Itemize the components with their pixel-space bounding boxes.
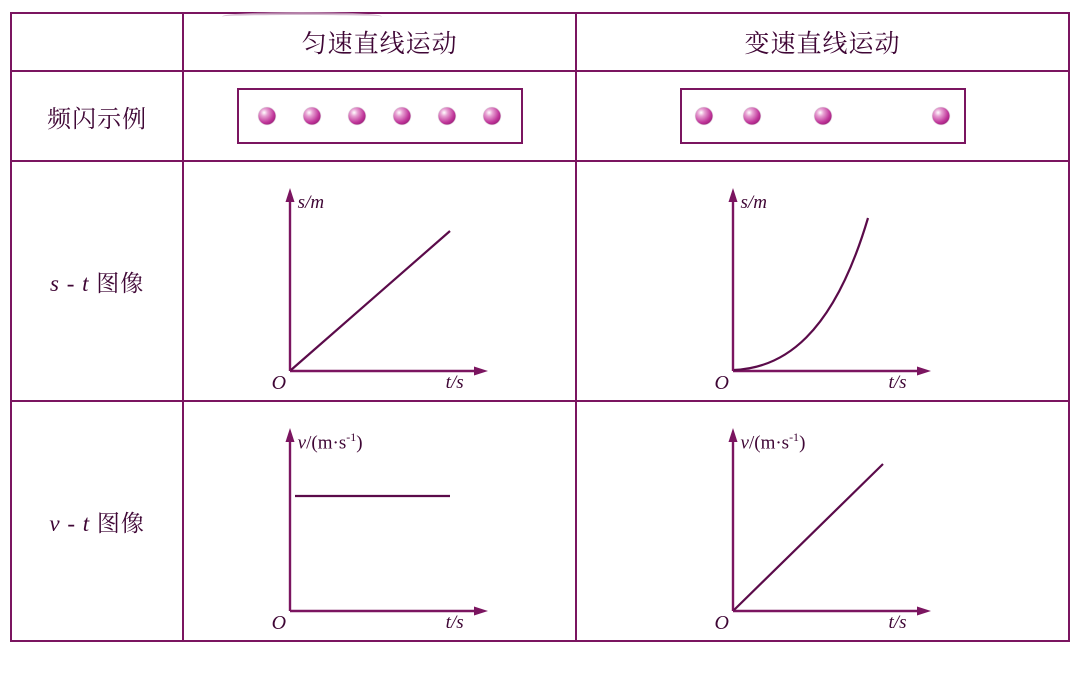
strobe-ball [349, 108, 366, 125]
chart-st-varying [577, 176, 1068, 394]
table-row-vt [11, 401, 1069, 641]
row-label-st-s: s [50, 270, 60, 296]
row-label-st-dash: - [59, 270, 83, 296]
column-header-uniform: 匀速直线运动 [183, 13, 576, 71]
table-row-st [11, 161, 1069, 401]
strobe-box-uniform [237, 88, 523, 144]
chart-cell-st-varying [576, 161, 1069, 401]
table-corner-cell [11, 13, 183, 71]
strobe-ball [744, 108, 761, 125]
strobe-ball [258, 108, 275, 125]
table-header-row [11, 13, 1069, 71]
x-axis-label: t/s [888, 612, 907, 633]
strobe-ball [394, 108, 411, 125]
y-axis-label: $v/(m\cdot s^{-1})$ [740, 430, 806, 454]
y-axis-label: s/m [297, 192, 325, 213]
diagram-page [0, 12, 1080, 684]
origin-label: O [271, 372, 287, 394]
chart-cell-vt-uniform [183, 401, 576, 641]
row-label-st [11, 161, 183, 401]
x-axis-label: t/s [445, 372, 464, 393]
strobe-ball [814, 108, 831, 125]
origin-label: O [714, 612, 729, 634]
top-decoration [222, 12, 382, 21]
x-axis-label: t/s [445, 612, 464, 633]
row-label-st-t: t [82, 270, 90, 296]
strobe-ball [696, 108, 713, 125]
y-axis-label: s/m [740, 192, 767, 213]
chart-vt-varying [577, 416, 1068, 634]
strobe-box-varying [680, 88, 966, 144]
origin-label: O [271, 612, 287, 634]
chart-vt-uniform [184, 416, 575, 634]
column-header-varying: 变速直线运动 [576, 13, 1069, 71]
y-axis-label: $v/(m\cdot s^{-1})$ [297, 430, 363, 454]
strobe-ball [484, 108, 501, 125]
row-label-vt-suffix: 图像 [90, 510, 145, 536]
origin-label: O [714, 372, 729, 394]
row-label-strobe: 频闪示例 [11, 71, 183, 161]
chart-cell-vt-varying [576, 401, 1069, 641]
comparison-table [10, 12, 1070, 642]
row-label-st-suffix: 图像 [89, 270, 145, 296]
row-label-vt-dash: - [60, 510, 83, 536]
strobe-cell-uniform [183, 71, 576, 161]
x-axis-label: t/s [888, 372, 907, 393]
strobe-ball [932, 108, 949, 125]
row-label-vt [11, 401, 183, 641]
chart-cell-st-uniform [183, 161, 576, 401]
row-label-vt-v: v [49, 510, 61, 536]
row-label-vt-t: t [82, 510, 91, 536]
strobe-ball [439, 108, 456, 125]
chart-st-uniform [184, 176, 575, 394]
strobe-cell-varying [576, 71, 1069, 161]
table-row-strobe [11, 71, 1069, 161]
strobe-ball [303, 108, 320, 125]
